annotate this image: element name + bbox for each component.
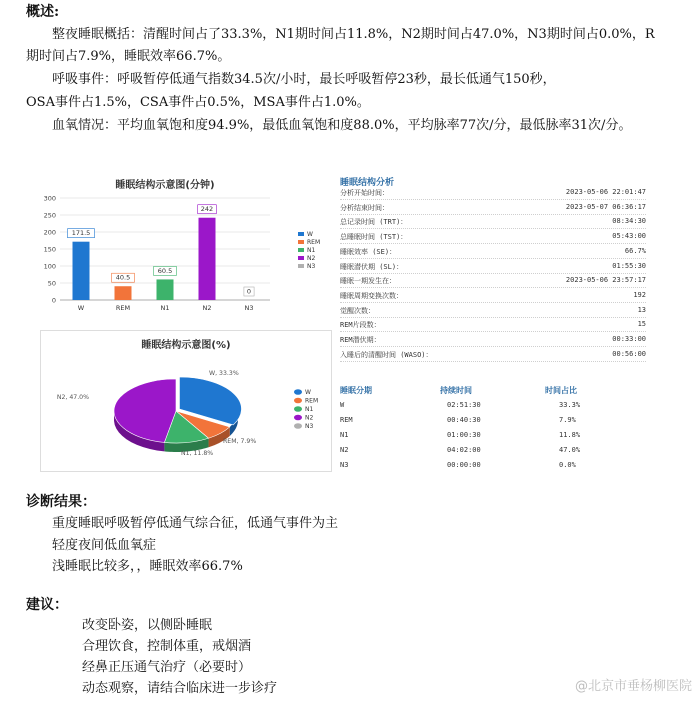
bar-chart-panel	[34, 170, 326, 320]
bar-w	[73, 242, 90, 300]
diagnosis-item: 轻度夜间低血氧症	[52, 538, 157, 553]
pie-slice-label: N1, 11.8%	[181, 450, 214, 457]
y-tick-label: 50	[47, 279, 56, 288]
phase-header: 睡眠分期	[340, 386, 372, 395]
stats-value: 05:43:00	[612, 232, 646, 241]
row-divider	[340, 228, 646, 229]
row-divider	[340, 199, 646, 200]
row-divider	[340, 287, 646, 288]
pie-chart	[41, 331, 331, 471]
row-divider	[340, 243, 646, 244]
legend-swatch	[298, 248, 304, 252]
phase-cell: N3	[340, 461, 349, 469]
legend-label: REM	[305, 397, 319, 405]
stats-value: 2023-05-06 23:57:17	[565, 276, 646, 285]
legend-label: N2	[307, 255, 316, 262]
data-label: 171.5	[71, 229, 91, 238]
legend-label: N1	[307, 247, 316, 254]
legend-swatch	[294, 406, 302, 412]
row-divider	[340, 273, 646, 274]
stats-label: 睡眠一期发生在：	[340, 277, 396, 286]
row-divider	[340, 214, 646, 215]
legend-label: N1	[305, 406, 314, 413]
phase-cell: 02:51:30	[447, 401, 481, 409]
phase-cell: 0.0%	[559, 461, 576, 469]
y-tick-label: 200	[43, 228, 56, 237]
row-divider	[340, 346, 646, 347]
phase-cell: N1	[340, 431, 349, 439]
data-label: 40.5	[115, 273, 131, 282]
x-tick-label: N2	[202, 304, 212, 312]
stats-value: 08:34:30	[612, 217, 646, 226]
bar-chart-title: 睡眠结构示意图(分钟)	[115, 180, 215, 191]
bar-n2	[199, 218, 216, 300]
legend-swatch	[294, 415, 302, 421]
x-tick-label: REM	[115, 304, 131, 312]
stats-value: 15	[637, 320, 646, 329]
advice-item: 合理饮食，控制体重，戒烟酒	[82, 639, 252, 654]
phase-cell: 01:00:30	[447, 431, 481, 439]
stats-value: 13	[637, 305, 646, 314]
advice-item: 改变卧姿，以侧卧睡眠	[82, 618, 213, 633]
bar-rem	[115, 286, 132, 300]
phase-cell: N2	[340, 446, 349, 454]
respiratory-events-line-2: OSA事件占1.5%，CSA事件占0.5%，MSA事件占1.0%。	[26, 95, 370, 110]
stats-title: 睡眠结构分析	[340, 178, 395, 188]
legend-label: N2	[305, 414, 314, 422]
stats-label: 觉醒次数：	[340, 306, 375, 315]
stats-value: 2023-05-06 22:01:47	[565, 188, 646, 196]
stats-label: 总睡眠时间 (TST)：	[340, 233, 408, 242]
legend-label: W	[307, 231, 313, 238]
legend-label: N3	[305, 423, 314, 430]
pie-slice-label: REM, 7.9%	[223, 438, 257, 445]
legend-label: W	[305, 389, 311, 396]
legend-swatch	[294, 423, 302, 429]
stats-label: 睡眠潜伏期 (SL)：	[340, 262, 404, 271]
legend-swatch	[298, 264, 304, 268]
watermark: @北京市垂杨柳医院	[574, 679, 692, 694]
phase-header: 持续时间	[440, 386, 472, 395]
stats-label: 入睡后的清醒时间 (WASO)：	[340, 350, 433, 359]
stats-value: 00:56:00	[612, 349, 646, 358]
y-tick-label: 300	[43, 194, 56, 203]
row-divider	[340, 258, 646, 259]
stats-label: 分析开始时间：	[340, 189, 389, 197]
stats-label: 分析结束时间：	[340, 203, 389, 212]
phase-cell: REM	[340, 416, 353, 424]
y-tick-label: 250	[43, 211, 56, 220]
row-divider	[340, 317, 646, 318]
respiratory-events-line-1: 呼吸事件：呼吸暂停低通气指数34.5次/小时，最长呼吸暂停23秒，最长低通气150秒，	[52, 72, 556, 87]
phase-header: 时间占比	[545, 386, 577, 395]
y-tick-label: 0	[51, 296, 56, 305]
y-tick-label: 150	[43, 245, 56, 254]
row-divider	[340, 302, 646, 303]
stats-value: 00:33:00	[612, 335, 646, 343]
data-label: 242	[200, 205, 214, 214]
phase-cell: 04:02:00	[447, 446, 481, 454]
x-tick-label: N3	[244, 304, 254, 312]
stats-label: 总记录时间 (TRT)：	[340, 218, 408, 227]
legend-swatch	[294, 389, 302, 395]
pie-slice-label: N2, 47.0%	[56, 394, 89, 401]
phase-cell: 7.9%	[559, 416, 576, 424]
phase-cell: 11.8%	[559, 431, 581, 439]
legend-label: REM	[307, 239, 321, 246]
legend-swatch	[294, 398, 302, 404]
sleep-summary-line-1: 整夜睡眠概括：清醒时间占了33.3%，N1期时间占11.8%，N2期时间占47.0%，N3期时间占0.0%，R	[52, 27, 655, 42]
bar-chart	[34, 170, 326, 320]
advice-item: 动态观察，请结合临床进一步诊疗	[82, 681, 278, 696]
advice-item: 经鼻正压通气治疗（必要时）	[82, 660, 252, 675]
pie-slice-label: W, 33.3%	[209, 370, 239, 377]
overview-heading: 概述:	[26, 4, 60, 20]
stats-value: 01:55:30	[612, 261, 646, 270]
x-tick-label: W	[77, 304, 85, 312]
x-tick-label: N1	[160, 304, 170, 312]
diagnosis-item: 浅睡眠比较多，，睡眠效率66.7%	[52, 559, 243, 574]
stats-label: 睡眠周期变换次数：	[340, 291, 403, 300]
stats-value: 192	[633, 290, 646, 299]
stats-label: REM片段数：	[340, 321, 381, 330]
y-tick-label: 100	[43, 262, 56, 271]
stats-value: 2023-05-07 06:36:17	[565, 202, 646, 211]
phase-cell: 47.0%	[559, 446, 581, 454]
stats-value: 66.7%	[624, 246, 646, 255]
data-label: 60.5	[157, 266, 173, 275]
sleep-summary-line-2: 期时间占7.9%，睡眠效率66.7%。	[26, 49, 231, 64]
row-divider	[340, 331, 646, 332]
legend-swatch	[298, 240, 304, 244]
data-label: 0	[246, 287, 252, 296]
phase-cell: 33.3%	[559, 401, 581, 409]
pie-chart-panel	[40, 330, 332, 472]
phase-cell: 00:40:30	[447, 416, 481, 424]
bar-n1	[157, 279, 174, 300]
advice-heading: 建议：	[26, 597, 68, 613]
phase-cell: W	[340, 401, 345, 409]
stats-label: 睡眠效率 (SE)：	[340, 247, 397, 256]
diagnosis-heading: 诊断结果：	[26, 494, 96, 510]
row-divider	[340, 361, 646, 362]
diagnosis-item: 重度睡眠呼吸暂停低通气综合征，低通气事件为主	[52, 516, 339, 531]
stats-label: REM潜伏期：	[340, 336, 381, 344]
oxygen-summary-line: 血氧情况：平均血氧饱和度94.9%，最低血氧饱和度88.0%，平均脉率77次/分，最低脉率31次/分。	[52, 118, 632, 133]
legend-swatch	[298, 232, 304, 236]
pie-chart-title: 睡眠结构示意图(%)	[141, 340, 231, 351]
legend-label: N3	[307, 263, 316, 270]
legend-swatch	[298, 256, 304, 260]
phase-cell: 00:00:00	[447, 461, 481, 469]
